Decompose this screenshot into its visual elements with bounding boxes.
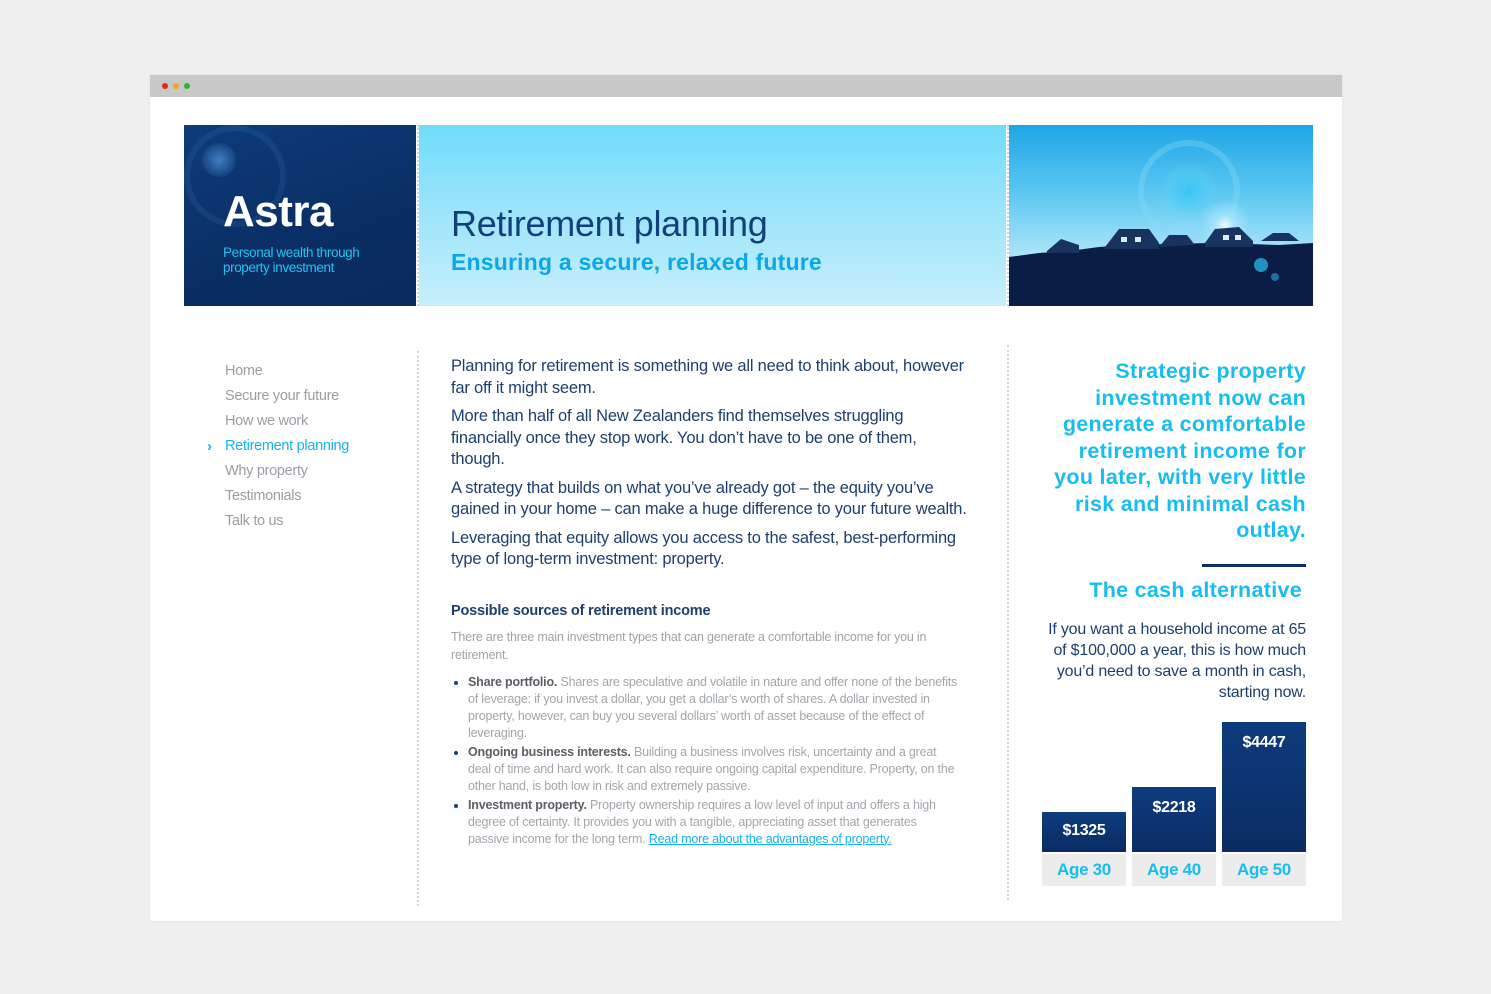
nav-item[interactable] <box>225 363 349 388</box>
list-item <box>468 744 958 795</box>
logo-panel[interactable] <box>184 125 416 306</box>
bar-value-label: $2218 <box>1152 799 1196 816</box>
nav-item-label: Testimonials <box>225 488 302 504</box>
bar-category-label: Age 40 <box>1132 854 1216 886</box>
window-titlebar <box>150 75 1342 97</box>
section-heading: Possible sources of retirement income <box>451 602 711 619</box>
bar-column <box>1042 706 1126 886</box>
nav-item-label: Talk to us <box>225 513 284 529</box>
nav-item[interactable] <box>225 413 349 438</box>
intro-paragraph: Leveraging that equity allows you access to the safest, best-performing type of long-term investment: property. <box>451 528 956 568</box>
page-subtitle: Ensuring a secure, relaxed future <box>451 249 822 275</box>
cash-alternative-heading: The cash alternative <box>1089 578 1302 602</box>
list-item-text: Building a business involves risk, uncertainty and a great deal of time and hard work. It can also require ongoing capital expenditure. Property, on the other hand, is both low in risk and extremely passive. <box>468 744 955 793</box>
savings-bar-chart <box>1042 706 1306 886</box>
header-photo-houses <box>1009 125 1313 306</box>
intro-paragraph: More than half of all New Zealanders find themselves struggling financially once they stop work. You don’t have to be one of them, though. <box>451 407 917 468</box>
nav-item-label: Retirement planning <box>225 438 350 454</box>
column-divider <box>417 351 419 906</box>
column-divider <box>1007 345 1009 900</box>
bar-category-label: Age 50 <box>1222 854 1306 886</box>
bar <box>1222 722 1306 852</box>
bar-column <box>1132 706 1216 886</box>
bar-column <box>1222 706 1306 886</box>
intro-paragraph: Planning for retirement is something we all need to think about, however far off it might seem. <box>451 357 964 397</box>
bar <box>1132 787 1216 852</box>
income-sources-list <box>451 674 958 848</box>
bar-value-label: $4447 <box>1242 734 1286 751</box>
brand-logo-name: Astra <box>223 187 333 236</box>
divider-rule <box>1202 564 1306 567</box>
maximize-window-button[interactable] <box>184 83 190 89</box>
pull-quote: Strategic property investment now can generate a comfortable retirement income for you later, with very little risk and minimal cash outlay. <box>1054 359 1306 542</box>
nav-item[interactable] <box>225 463 349 488</box>
bubble-decoration <box>202 143 236 177</box>
main-content <box>451 356 971 850</box>
browser-window <box>150 75 1342 921</box>
list-item-title: Ongoing business interests. <box>468 744 631 759</box>
cash-alternative-text: If you want a household income at 65 of $100,000 a year, this is how much you’d need to save a month in cash, starting now. <box>1048 621 1306 701</box>
hero-banner <box>419 125 1006 306</box>
page-title: Retirement planning <box>451 203 768 244</box>
nav-item-label: How we work <box>225 413 308 429</box>
list-item-title: Investment property. <box>468 797 587 812</box>
chevron-right-icon: › <box>207 438 212 455</box>
nav-item[interactable] <box>225 488 349 513</box>
section-intro: There are three main investment types that can generate a comfortable income for you in retirement. <box>451 629 927 662</box>
list-item-text: Property ownership requires a low level of input and offers a high degree of certainty. It provides you with a tangible, appreciating asset that generates passive income for the long term. <box>468 797 936 846</box>
close-window-button[interactable] <box>162 83 168 89</box>
read-more-link[interactable]: Read more about the advantages of property. <box>648 831 892 846</box>
sidebar-nav <box>207 363 350 538</box>
sidebar-aside <box>1044 358 1306 701</box>
nav-item[interactable] <box>225 388 349 413</box>
intro-paragraph: A strategy that builds on what you’ve already got – the equity you’ve gained in your home – can make a huge difference to your future wealth. <box>451 478 967 518</box>
bar <box>1042 812 1126 852</box>
nav-item[interactable] <box>225 513 349 538</box>
brand-tagline: Personal wealth through property investment <box>223 245 360 275</box>
minimize-window-button[interactable] <box>173 83 179 89</box>
nav-item-label: Why property <box>225 463 308 479</box>
list-item-title: Share portfolio. <box>468 674 558 689</box>
nav-item-label: Secure your future <box>225 388 339 404</box>
list-item <box>468 674 958 742</box>
bar-value-label: $1325 <box>1062 822 1106 839</box>
nav-item[interactable] <box>207 438 350 463</box>
list-item <box>468 797 958 848</box>
houses-illustration <box>1009 125 1313 306</box>
list-item-text: Shares are speculative and volatile in nature and offer none of the benefits of leverage: if you invest a dollar, you get a dollar’s worth of shares. A dollar invested in property, however, can buy you several dollars’ worth of asset because of the effect of leveraging. <box>468 674 958 740</box>
bar-category-label: Age 30 <box>1042 854 1126 886</box>
nav-item-label: Home <box>225 363 263 379</box>
